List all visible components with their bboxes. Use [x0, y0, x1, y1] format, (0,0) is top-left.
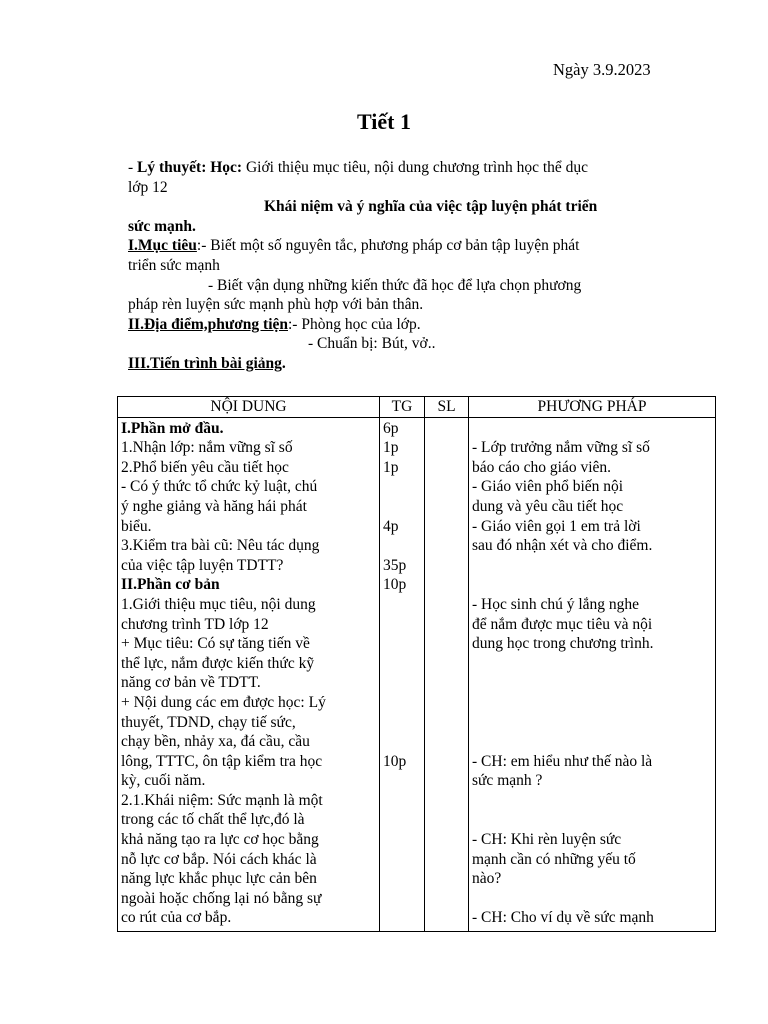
noi-dung-line: - Có ý thức tổ chức kỷ luật, chú: [121, 478, 318, 496]
phuong-phap-line: [472, 575, 712, 595]
noi-dung-line: 1.Nhận lớp: nắm vững sĩ số: [121, 439, 293, 457]
noi-dung-line: ý nghe giảng và hăng hái phát: [121, 497, 307, 515]
noi-dung-line: 2.1.Khái niệm: Sức mạnh là một: [121, 791, 323, 809]
theory-prefix: -: [128, 159, 138, 176]
procedure-label: III.Tiến trình bài giảng: [128, 354, 282, 372]
phuong-phap-line: - CH: Khi rèn luyện sức: [472, 831, 622, 849]
objective-line-1b: triển sức mạnh: [128, 256, 220, 274]
noi-dung-line: I.Phần mở đầu.: [121, 419, 224, 437]
noi-dung-line: năng cơ bản về TDTT.: [121, 674, 261, 692]
tg-line: [383, 908, 421, 928]
noi-dung-line: năng lực khắc phục lực cản bên: [121, 870, 317, 888]
tg-line: 6p: [383, 419, 399, 437]
time-column: [380, 417, 425, 931]
noi-dung-line: 3.Kiểm tra bài cũ: Nêu tác dụng: [121, 537, 320, 555]
method-column: [469, 417, 716, 931]
noi-dung-line: thể lực, nắm được kiến thức kỹ: [121, 654, 315, 672]
phuong-phap-line: [472, 791, 712, 811]
noi-dung-line: nỗ lực cơ bắp. Nói cách khác là: [121, 850, 317, 868]
noi-dung-line: biểu.: [121, 517, 152, 535]
tg-line: 1p: [383, 458, 399, 476]
count-column: [425, 417, 469, 931]
phuong-phap-line: - CH: Cho ví dụ về sức mạnh: [472, 909, 654, 927]
tg-line: [383, 713, 421, 733]
noi-dung-line: trong các tố chất thể lực,đó là: [121, 811, 305, 829]
phuong-phap-line: dung học trong chương trình.: [472, 635, 654, 653]
date-line: Ngày 3.9.2023: [553, 60, 651, 79]
noi-dung-line: chương trình TD lớp 12: [121, 615, 269, 633]
objective-line-2b: pháp rèn luyện sức mạnh phù hợp với bản thân.: [128, 296, 424, 314]
tg-line: [383, 850, 421, 870]
phuong-phap-line: [472, 673, 712, 693]
tg-line: 1p: [383, 439, 399, 457]
venue-label: II.Địa điểm,phương tiện: [128, 315, 288, 333]
subtitle-line-2: sức mạnh.: [128, 217, 196, 235]
tg-line: [383, 654, 421, 674]
tg-line: [383, 615, 421, 635]
tg-line: [383, 869, 421, 889]
venue-text: :- Phòng học của lớp.: [288, 315, 421, 333]
tg-line: [383, 830, 421, 850]
phuong-phap-line: - CH: em hiểu như thế nào là: [472, 752, 653, 770]
tg-line: [383, 595, 421, 615]
noi-dung-line: 1.Giới thiệu mục tiêu, nội dung: [121, 595, 316, 613]
tg-line: [383, 634, 421, 654]
tg-line: [383, 497, 421, 517]
table-header-row: [118, 397, 716, 418]
phuong-phap-line: nào?: [472, 870, 502, 888]
subtitle-line-1: Khái niệm và ý nghĩa của việc tập luyện phát triển: [264, 198, 598, 216]
tg-line: 35p: [383, 556, 407, 574]
theory-label: Lý thuyết: Học:: [137, 159, 243, 176]
phuong-phap-line: dung và yêu cầu tiết học: [472, 497, 624, 515]
tg-line: [383, 810, 421, 830]
objective-line-1: [128, 236, 688, 256]
objective-label: I.Mục tiêu: [128, 237, 197, 255]
phuong-phap-line: [472, 889, 712, 909]
phuong-phap-line: - Lớp trưởng nắm vững sĩ số: [472, 439, 650, 457]
theory-line-2: lớp 12: [128, 178, 168, 196]
phuong-phap-line: [472, 556, 712, 576]
noi-dung-line: co rút của cơ bắp.: [121, 909, 232, 927]
phuong-phap-line: [472, 693, 712, 713]
header-noi-dung: NỘI DUNG: [118, 397, 380, 418]
tg-line: 4p: [383, 517, 399, 535]
noi-dung-line: ngoài hoặc chống lại nó bằng sự: [121, 889, 322, 907]
procedure-line: [128, 354, 688, 374]
objective-text-1: :- Biết một số nguyên tắc, phương pháp cơ bản tập luyện phát: [196, 237, 580, 255]
header-sl: SL: [425, 397, 469, 418]
venue-line: [128, 315, 688, 335]
tg-line: 10p: [383, 752, 407, 770]
noi-dung-line: II.Phần cơ bản: [121, 576, 220, 594]
noi-dung-line: chạy bền, nhảy xa, đá cầu, cầu: [121, 733, 310, 751]
noi-dung-line: 2.Phổ biến yêu cầu tiết học: [121, 458, 289, 476]
tg-line: [383, 771, 421, 791]
phuong-phap-line: [472, 654, 712, 674]
phuong-phap-line: - Học sinh chú ý lắng nghe: [472, 595, 640, 613]
tg-line: [383, 889, 421, 909]
phuong-phap-line: [472, 713, 712, 733]
phuong-phap-line: sau đó nhận xét và cho điểm.: [472, 537, 653, 555]
phuong-phap-line: để nắm được mục tiêu và nội: [472, 615, 653, 633]
theory-text: Giới thiệu mục tiêu, nội dung chương trình học thể dục: [242, 159, 589, 176]
noi-dung-line: của việc tập luyện TDTT?: [121, 556, 284, 574]
phuong-phap-line: báo cáo cho giáo viên.: [472, 458, 612, 476]
noi-dung-line: kỳ, cuối năm.: [121, 772, 206, 790]
phuong-phap-line: sức mạnh ?: [472, 772, 543, 790]
tg-line: [383, 693, 421, 713]
tg-line: [383, 673, 421, 693]
tg-line: [383, 477, 421, 497]
phuong-phap-line: [472, 810, 712, 830]
lesson-title: Tiết 1: [357, 109, 411, 134]
phuong-phap-line: mạnh cần có những yếu tố: [472, 850, 636, 868]
phuong-phap-line: - Giáo viên gọi 1 em trả lời: [472, 517, 641, 535]
noi-dung-line: lông, TTTC, ôn tập kiểm tra học: [121, 752, 323, 770]
phuong-phap-line: [472, 732, 712, 752]
table-row: [118, 417, 716, 931]
content-column: [118, 417, 380, 931]
noi-dung-line: + Mục tiêu: Có sự tăng tiến về: [121, 635, 310, 653]
lesson-table: [117, 396, 716, 932]
objective-line-2: - Biết vận dụng những kiến thức đã học để lựa chọn phương: [208, 276, 582, 294]
noi-dung-line: + Nội dung các em được học: Lý: [121, 693, 326, 711]
tg-line: 10p: [383, 576, 407, 594]
noi-dung-line: thuyết, TDND, chạy tiế sức,: [121, 713, 296, 731]
header-phuong-phap: PHƯƠNG PHÁP: [469, 397, 716, 418]
tg-line: [383, 791, 421, 811]
phuong-phap-line: - Giáo viên phổ biến nội: [472, 478, 624, 496]
tg-line: [383, 536, 421, 556]
phuong-phap-line: [472, 419, 712, 439]
lesson-intro: [128, 158, 688, 374]
tg-line: [383, 732, 421, 752]
preparation-line: - Chuẩn bị: Bút, vở..: [308, 335, 436, 353]
procedure-dot: .: [281, 354, 286, 372]
noi-dung-line: khả năng tạo ra lực cơ học bằng: [121, 831, 319, 849]
theory-line: [128, 158, 688, 178]
header-tg: TG: [380, 397, 425, 418]
